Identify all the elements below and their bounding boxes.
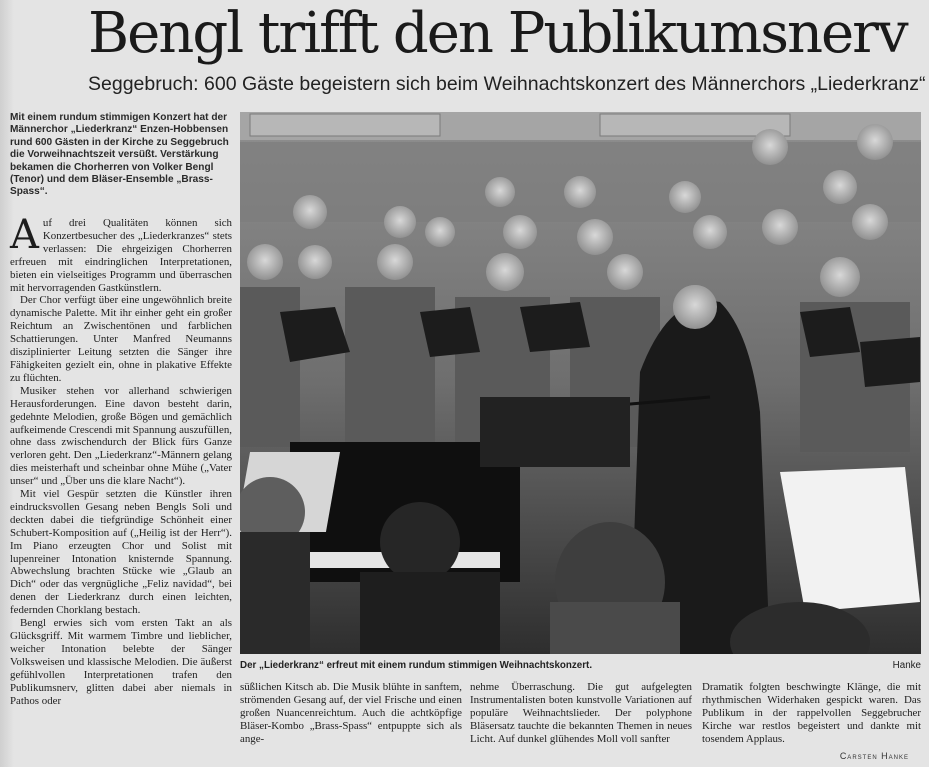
paragraph-3: Musiker stehen vor allerhand schwierigen Herausforderungen. Eine davon besteht darin, gedehnte Melodien, große Bögen und gemächlich aufkeimende Crescendi mit Spannung auszufüllen, ohne dass zwischendurch der Blick fürs Ganze verloren geht. Den „Liederkranz“-Männern gelang dies meisterhaft und scheinbar ohne Mühe („Vater unser“ und „Über uns die klare Nacht“). xyxy=(10,384,232,488)
paragraph-4: Mit viel Gespür setzten die Künstler ihren eindrucksvollen Gesang neben Bengls Soli und deckten dabei die tiefgründige Schönheit einer Schubert-Komposition auf („Heilig ist der Herr“). Im Piano erzeugten Chor und Solist mit lupenreiner Intonation knisternde Spannung. Abwechslung brachten Stücke wie „Glaub an Dich“ oder das vergnügliche „Feliz navidad“, bei denen der Liederkranz durch einen leichten, federnden Chorklang bestach. xyxy=(10,488,232,617)
column-2: süßlichen Kitsch ab. Die Musik blühte in sanftem, strömenden Gesang auf, der viel Frische und einen großen Nuancenreichtum. Auch die achtköpfige Bläser-Kombo „Brass-Spass“ entpuppte sich als ange- xyxy=(240,681,462,745)
caption-text: Der „Liederkranz“ erfreut mit einem rundum stimmigen Weihnachtskonzert. xyxy=(240,660,593,671)
column-3: nehme Überraschung. Die gut aufgelegten Instrumentalisten boten kunstvolle Variationen auf populäre Weihnachtslieder. Der polyphone Bläsersatz tauchte die bekannten Themen in neues Licht. Auf dunkel glühendes Moll voll sanfter xyxy=(470,681,692,745)
choir-photo xyxy=(240,112,921,654)
paragraph-1: Auf drei Qualitäten können sich Konzertbesucher des „Liederkranzes“ stets verlassen: Die ehrgeizigen Chorherren erfreuen mit eindringlichen Interpretationen, bieten ein vielseitiges Programm und überraschen mit hervorragenden Gastkünstlern. xyxy=(10,212,232,294)
paragraph-2: Der Chor verfügt über eine ungewöhnlich breite dynamische Palette. Mit ihr einher geht ein großer Reichtum an Zwischentönen und farblichen Schattierungen. Unter Manfred Neumanns disziplinierter Leitung setzten die Sänger ihre Fähigkeiten gezielt ein, ohne in plakative Effekte zu flüchten. xyxy=(10,294,232,384)
drop-cap: A xyxy=(10,212,39,258)
author-byline: Carsten Hanke xyxy=(839,751,909,761)
subheadline: Seggebruch: 600 Gäste begeistern sich beim Weihnachtskonzert des Männerchors „Liederkranz“ xyxy=(88,73,926,95)
column-4: Dramatik folgten beschwingte Klänge, die mit rhythmischen Widerhaken gespickt waren. Das Publikum in der rappelvollen Seggebrucher Kirche war restlos begeistert und dankte mit tosendem Applaus. xyxy=(702,681,921,745)
lead-paragraph: Mit einem rundum stimmigen Konzert hat der Männerchor „Liederkranz“ Enzen-Hobbensen rund 600 Gästen in der Kirche zu Seggebruch die Vorweihnachtszeit versüßt. Verstärkung bekamen die Chorherren von Volker Bengl (Tenor) und dem Bläser-Ensemble „Brass-Spass“. xyxy=(10,112,229,198)
paragraph-5: Bengl erwies sich vom ersten Takt an als Glücksgriff. Mit warmem Timbre und lieblicher, weicher Intonation belebte der Sänger Volksweisen und klassische Melodien. Die äußerst gefühlvollen Interpretationen trafen den Publikumsnerv, glitten dabei aber niemals in Pathos oder xyxy=(10,617,232,707)
headline: Bengl trifft den Publikumsnerv xyxy=(88,1,907,66)
column-1 xyxy=(10,212,232,762)
photo-credit: Hanke xyxy=(892,660,921,671)
photo-caption xyxy=(240,659,921,672)
choir-photo-illustration xyxy=(240,112,921,654)
